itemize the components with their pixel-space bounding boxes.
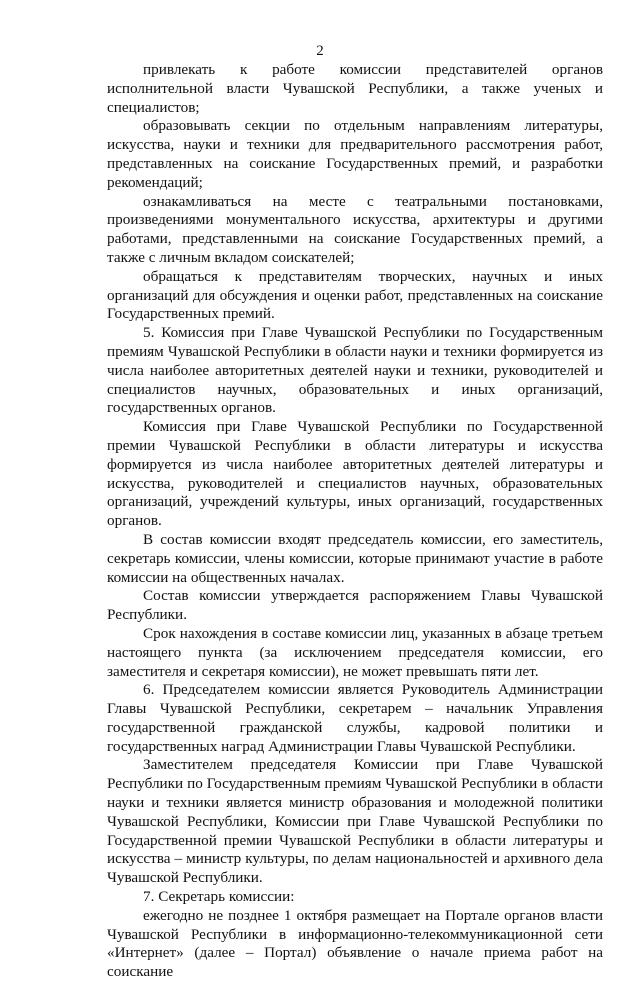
- paragraph: образовывать секции по отдельным направлениям литературы, искусства, науки и техники для предварительного рассмотрения работ, представленных на соискание Государственных премий, и разработки рекомендаций;: [107, 117, 603, 191]
- page-number: 2: [316, 43, 324, 59]
- paragraph: В состав комиссии входят председатель комиссии, его заместитель, секретарь комиссии, члены комиссии, которые принимают участие в работе комиссии на общественных началах.: [107, 530, 603, 586]
- paragraph: Срок нахождения в составе комиссии лиц, указанных в абзаце третьем настоящего пункта (за исключением председателя комиссии, его заместителя и секретаря комиссии), не может превышать пяти лет.: [107, 624, 603, 680]
- paragraph: Комиссия при Главе Чувашской Республики по Государственной премии Чувашской Республики в области литературы и искусства формируется из числа наиболее авторитетных деятелей литературы и искусства, руководителей и специалистов научных, образовательных организаций, учреждений культуры, иных организаций, государственных органов.: [107, 418, 603, 530]
- paragraph: 7. Секретарь комиссии:: [143, 888, 295, 906]
- document-body: [107, 61, 603, 982]
- paragraph: Заместителем председателя Комиссии при Главе Чувашской Республики по Государственным премиям Чувашской Республики в области науки и техники является министр образования и молодежной политики Чувашской Республики, Комиссии при Главе Чувашской Республики по Государственной премии Чувашской Республики в области литературы и искусства – министр культуры, по делам национальностей и архивного дела Чувашской Республики.: [107, 756, 603, 887]
- paragraph: ознакамливаться на месте с театральными постановками, произведениями монументального искусства, архитектуры и другими работами, представленными на соискание Государственных премий, а также с личным вкладом соискателей;: [107, 192, 603, 266]
- paragraph: обращаться к представителям творческих, научных и иных организаций для обсуждения и оценки работ, представленных на соискание Государственных премий.: [107, 267, 603, 323]
- paragraph: привлекать к работе комиссии представителей органов исполнительной власти Чувашской Республики, а также ученых и специалистов;: [107, 61, 603, 116]
- paragraph: ежегодно не позднее 1 октября размещает на Портале органов власти Чувашской Республики в информационно-телекоммуникационной сети «Интернет» (далее – Портал) объявление о начале приема работ на соискание: [107, 906, 603, 981]
- paragraph: Состав комиссии утверждается распоряжением Главы Чувашской Республики.: [107, 587, 603, 624]
- paragraph: 6. Председателем комиссии является Руководитель Администрации Главы Чувашской Республики, секретарем – начальник Управления государственной гражданской службы, кадровой политики и государственных наград Администрации Главы Чувашской Республики.: [107, 681, 603, 755]
- paragraph: 5. Комиссия при Главе Чувашской Республики по Государственным премиям Чувашской Республики в области науки и техники формируется из числа наиболее авторитетных деятелей науки и техники, руководителей и специалистов научных, образовательных и иных организаций, государственных органов.: [107, 324, 603, 417]
